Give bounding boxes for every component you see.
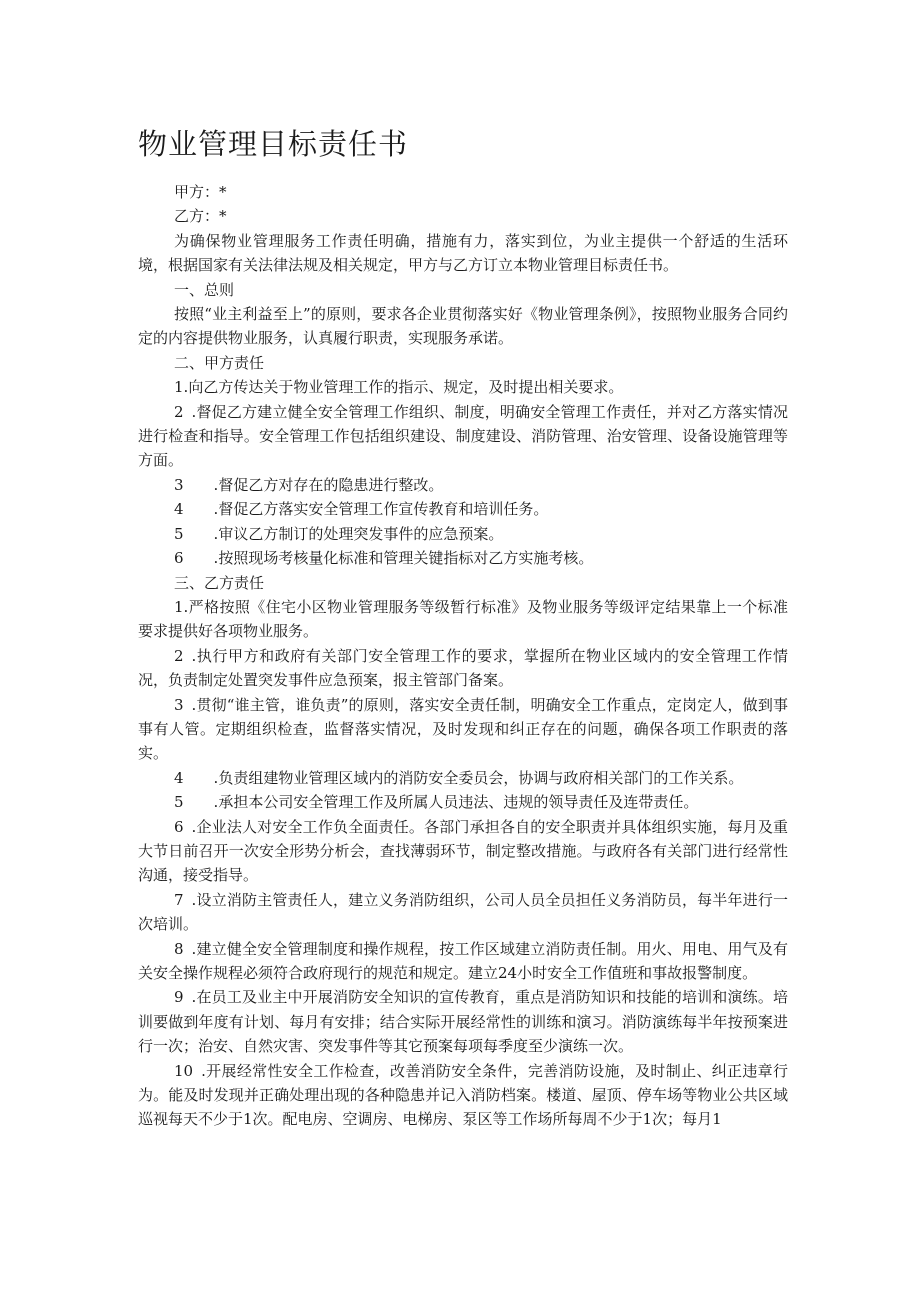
item-number: 2 <box>174 402 184 421</box>
party-a-item <box>138 546 788 570</box>
item-number: 10 <box>174 1061 194 1080</box>
item-text: .督促乙方建立健全安全管理工作组织、制度，明确安全管理工作责任，并对乙方落实情况进行检查和指导。安全管理工作包括组织建设、制度建设、消防管理、治安管理、设备设施管理等方面。 <box>138 402 788 470</box>
item-text: .企业法人对安全工作负全面责任。各部门承担各自的安全职责并具体组织实施，每月及重大节日前召开一次安全形势分析会，查找薄弱环节，制定整改措施。与政府各有关部门进行经常性沟通，接受指导。 <box>138 817 788 885</box>
intro-paragraph: 为确保物业管理服务工作责任明确，措施有力，落实到位，为业主提供一个舒适的生活环境，根据国家有关法律法规及相关规定，甲方与乙方订立本物业管理目标责任书。 <box>138 231 788 275</box>
item-text: .负责组建物业管理区域内的消防安全委员会，协调与政府相关部门的工作关系。 <box>213 768 744 787</box>
item-text: .督促乙方落实安全管理工作宣传教育和培训任务。 <box>213 500 549 519</box>
item-number: 2 <box>174 646 184 665</box>
section-heading-party-a: 二、甲方责任 <box>174 353 265 372</box>
party-b-item <box>138 985 788 1058</box>
item-text: 严格按照《住宅小区物业管理服务等级暂行标准》及物业服务等级评定结果靠上一个标准要求提供好各项物业服务。 <box>138 597 788 641</box>
party-b-item <box>138 693 788 766</box>
item-text: .设立消防主管责任人，建立义务消防组织，公司人员全员担任义务消防员，每半年进行一次培训。 <box>138 890 788 934</box>
item-number: 3 <box>174 475 184 494</box>
party-b: 乙方：* <box>174 207 227 226</box>
item-number: 4 <box>174 500 184 519</box>
party-b-item <box>138 937 788 986</box>
party-b-item <box>138 766 788 790</box>
item-text: .建立健全安全管理制度和操作规程，按工作区域建立消防责任制。用火、用电、用气及有关安全操作规程必须符合政府现行的规范和规定。建立24小时安全工作值班和事故报警制度。 <box>138 939 788 982</box>
item-number: 3 <box>174 695 184 714</box>
item-number: 1. <box>174 378 189 397</box>
item-number: 5 <box>174 793 184 812</box>
party-a: 甲方：* <box>174 183 227 201</box>
party-a-item <box>138 375 788 399</box>
item-text: .承担本公司安全管理工作及所属人员违法、违规的领导责任及连带责任。 <box>213 793 699 812</box>
item-number: 4 <box>174 768 184 787</box>
party-b-item <box>138 1059 788 1132</box>
party-b-item <box>138 790 788 814</box>
item-text: .在员工及业主中开展消防安全知识的宣传教育，重点是消防知识和技能的培训和演练。培训要做到年度有计划、每月有安排；结合实际开展经常性的训练和演习。消防演练每半年按预案进行一次；治安、自然灾害、突发事件等其它预案每项每季度至少演练一次。 <box>138 988 788 1056</box>
party-a-item <box>138 473 788 497</box>
document-body <box>138 180 788 1132</box>
party-a-item <box>138 497 788 521</box>
section-heading-general: 一、总则 <box>174 280 235 299</box>
general-paragraph: 按照“业主利益至上”的原则，要求各企业贯彻落实好《物业管理条例》，按照物业服务合同约定的内容提供物业服务，认真履行职责，实现服务承诺。 <box>138 305 788 348</box>
item-text: 向乙方传达关于物业管理工作的指示、规定，及时提出相关要求。 <box>188 378 624 397</box>
item-number: 5 <box>174 524 184 543</box>
item-text: .督促乙方对存在的隐患进行整改。 <box>213 475 444 494</box>
section-heading-party-b: 三、乙方责任 <box>174 573 265 592</box>
party-b-item <box>138 595 788 644</box>
item-number: 6 <box>174 817 184 836</box>
party-a-item <box>138 400 788 473</box>
item-text: .按照现场考核量化标准和管理关键指标对乙方实施考核。 <box>213 549 594 568</box>
item-number: 8 <box>174 939 184 958</box>
item-number: 9 <box>174 988 184 1007</box>
document-title: 物业管理目标责任书 <box>138 127 409 161</box>
item-number: 6 <box>174 549 184 568</box>
party-b-item <box>138 815 788 888</box>
party-a-item <box>138 522 788 546</box>
item-text: .执行甲方和政府有关部门安全管理工作的要求，掌握所在物业区域内的安全管理工作情况，负责制定处置突发事件应急预案，报主管部门备案。 <box>138 646 788 690</box>
item-text: .审议乙方制订的处理突发事件的应急预案。 <box>213 524 504 543</box>
item-number: 7 <box>174 890 184 909</box>
party-b-item <box>138 888 788 937</box>
item-text: .贯彻“谁主管，谁负责”的原则，落实安全责任制，明确安全工作重点，定岗定人，做到事事有人管。定期组织检查，监督落实情况，及时发现和纠正存在的问题，确保各项工作职责的落实。 <box>138 695 788 763</box>
item-number: 1. <box>174 597 189 616</box>
item-text: .开展经常性安全工作检查，改善消防安全条件，完善消防设施，及时制止、纠正违章行为。能及时发现并正确处理出现的各种隐患并记入消防档案。楼道、屋顶、停车场等物业公共区域巡视每天不少于1次。配电房、空调房、电梯房、泵区等工作场所每周不少于1次；每月1 <box>138 1061 788 1129</box>
party-b-item <box>138 644 788 693</box>
